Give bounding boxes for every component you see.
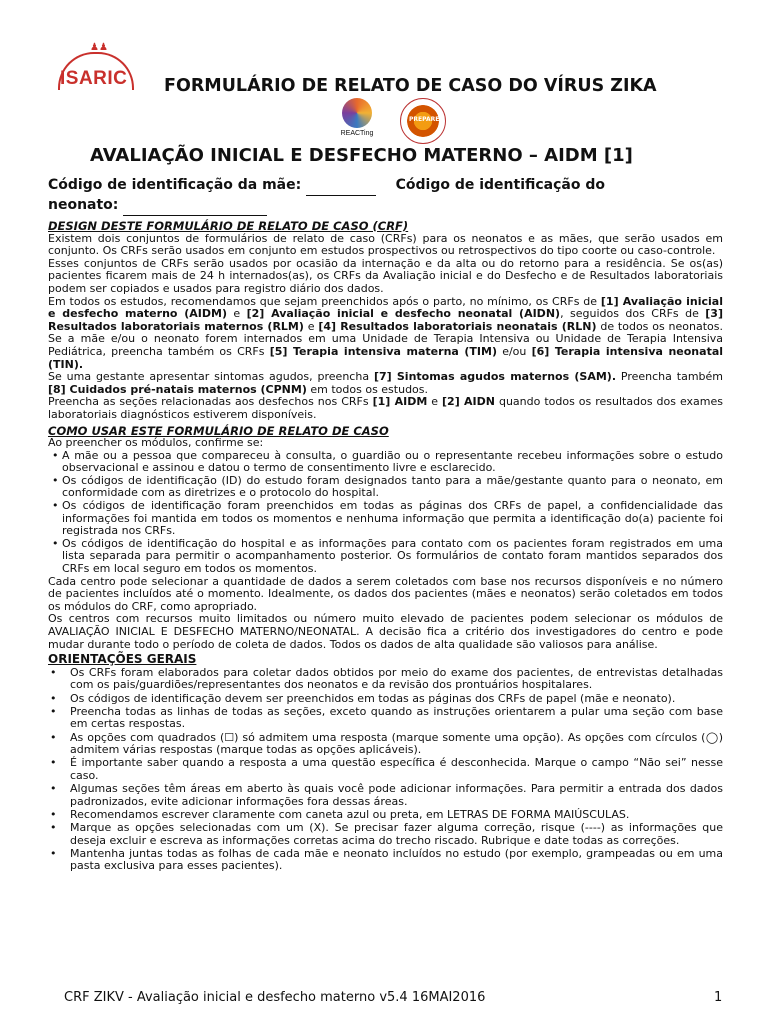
list-item: • As opções com quadrados (☐) só admitem uma resposta (marque somente uma opção). As opções com círculos (◯) admitem várias respostas (marque todas as opções aplicáveis).	[70, 732, 723, 757]
mother-id-field[interactable]	[306, 176, 376, 196]
prepare-logo-text: PREPARE	[409, 116, 440, 123]
howto-paragraph: Cada centro pode selecionar a quantidade de dados a serem coletados com base nos recursos disponíveis e no número de pacientes incluídos até o momento. Idealmente, os dados dos pacientes (mães e neonatos) serão coletados em todos os módulos do CRF, como apropriado.	[48, 574, 723, 613]
newborn-id-label: Código de identificação do	[395, 177, 606, 193]
list-item: • Preencha todas as linhas de todas as seções, exceto quando as instruções orientarem a pular uma seção com base em certas respostas.	[70, 706, 723, 731]
newborn-id-field[interactable]	[123, 196, 267, 216]
list-item: • Os códigos de identificação (ID) do estudo foram designados tanto para a mãe/gestante quanto para o neonato, em conformidade com as diretrizes e o protocolo do hospital.	[62, 475, 723, 500]
guidelines-list	[48, 667, 723, 873]
list-item: • Os códigos de identificação devem ser preenchidos em todas as páginas dos CRFs de papel (mãe e neonato).	[70, 693, 723, 706]
howto-intro: Ao preencher os módulos, confirme se:	[48, 436, 264, 450]
howto-paragraph: Os centros com recursos muito limitados ou número muito elevado de pacientes podem selecionar os módulos de AVALIAÇÃO INICIAL E DESFECHO MATERNO/NEONATAL. A decisão fica a critério dos investigadores do centro e pode mudar durante todo o período de coleta de dados. Todos os dados de alta qualidade são valiosos para análise.	[48, 612, 723, 651]
page-footer: CRF ZIKV - Avaliação inicial e desfecho materno v5.4 16MAI2016	[64, 990, 486, 1005]
page-number: 1	[714, 990, 723, 1005]
list-item: • É importante saber quando a resposta a uma questão específica é desconhecida. Marque o campo “Não sei” nesse caso.	[70, 757, 723, 782]
list-item: • Recomendamos escrever claramente com caneta azul ou preta, em LETRAS DE FORMA MAIÚSCULAS.	[70, 809, 723, 822]
prepare-logo	[400, 98, 446, 144]
howto-list	[48, 450, 723, 576]
list-item: • Marque as opções selecionadas com um (X). Se precisar fazer alguma correção, risque (----) as informações que deseja excluir e escreva as informações corretas acima do trecho riscado. Rubrique e date todas as correções.	[70, 822, 723, 847]
design-paragraph: Esses conjuntos de CRFs serão usados por ocasião da internação e da alta ou do retorno para a residência. Se os(as) pacientes ficarem mais de 24 h internados(as), os CRFs da Avaliação inicial e do Desfecho e de Resultados laboratoriais podem ser copiados e usados para registro diário dos dados.	[48, 256, 723, 295]
reacting-logo	[332, 98, 382, 146]
document-title: FORMULÁRIO DE RELATO DE CASO DO VÍRUS ZIKA	[164, 76, 657, 96]
mother-id-label: Código de identificação da mãe:	[48, 177, 302, 193]
newborn-id-label-cont: neonato:	[48, 197, 119, 213]
list-item: • Os CRFs foram elaborados para coletar dados obtidos por meio do exame dos pacientes, de entrevistas detalhadas com os pais/guardiões/representantes dos neonatos e da revisão dos prontuários hospitalares.	[70, 667, 723, 692]
design-paragraph: Existem dois conjuntos de formulários de relato de caso (CRFs) para os neonatos e as mães, que serão usados em conjunto. Os CRFs serão usados em conjunto em estudos prospectivos ou retrospectivos do tipo coorte ou caso-controle.	[48, 231, 723, 258]
list-item: • Mantenha juntas todas as folhas de cada mãe e neonato incluídos no estudo (por exemplo, grampeadas ou em uma pasta exclusiva para esses pacientes).	[70, 848, 723, 873]
people-icon: ♟♟	[90, 42, 108, 53]
howto-heading: COMO USAR ESTE FORMULÁRIO DE RELATO DE CASO	[48, 423, 389, 438]
list-item: • Os códigos de identificação do hospital e as informações para contato com os pacientes foram registrados em uma lista separada para permitir o acompanhamento posterior. Os formulários de contato foram mantidos separados dos CRFs em local seguro em todos os momentos.	[62, 538, 723, 576]
list-item: • Algumas seções têm áreas em aberto às quais você pode adicionar informações. Para permitir a entrada dos dados padronizados, evite adicionar informações fora dessas áreas.	[70, 783, 723, 808]
document-body	[48, 220, 723, 874]
isaric-logo-text: ISARIC	[60, 68, 128, 89]
design-heading: DESIGN DESTE FORMULÁRIO DE RELATO DE CASO (CRF)	[48, 219, 409, 233]
isaric-logo	[56, 40, 136, 100]
form-subtitle: AVALIAÇÃO INICIAL E DESFECHO MATERNO – AIDM [1]	[90, 145, 633, 166]
list-item: • Os códigos de identificação foram preenchidos em todas as páginas dos CRFs de papel, a confidencialidade das informações foi mantida em todos os momentos e nenhuma informação que permita a identificação do(a) paciente foi registrada nos CRFs.	[62, 500, 723, 538]
guidelines-heading: ORIENTAÇÕES GERAIS	[48, 652, 197, 667]
design-paragraph: Se uma gestante apresentar sintomas agudos, preencha [7] Sintomas agudos maternos (SAM). Preencha também [8] Cuidados pré-natais maternos (CPNM) em todos os estudos.	[48, 370, 723, 396]
reacting-swirl-icon	[342, 98, 372, 128]
list-item: • A mãe ou a pessoa que compareceu à consulta, o guardião ou o representante recebeu informações sobre o estudo observacional e assinou e datou o termo de consentimento livre e esclarecido.	[62, 450, 723, 475]
design-paragraph: Preencha as seções relacionadas aos desfechos nos CRFs [1] AIDM e [2] AIDN quando todos os resultados dos exames laboratoriais diagnósticos estiverem disponíveis.	[48, 395, 723, 421]
id-fields	[48, 176, 728, 216]
design-paragraph: Em todos os estudos, recomendamos que sejam preenchidos após o parto, no mínimo, os CRFs de [1] Avaliação inicial e desfecho materno (AIDM) e [2] Avaliação inicial e desfecho neonatal (AIDN), seguidos dos CRFs de [3] Resultados laboratoriais maternos (RLM) e [4] Resultados laboratoriais neonatais (RLN) de todos os neonatos. Se a mãe e/ou o neonato forem internados em uma Unidade de Terapia Intensiva ou Unidade de Terapia Intensiva Pediátrica, preencha também os CRFs [5] Terapia intensiva materna (TIM) e/ou [6] Terapia intensiva neonatal (TIN).	[48, 294, 724, 371]
reacting-logo-text: REACTing	[340, 130, 374, 137]
